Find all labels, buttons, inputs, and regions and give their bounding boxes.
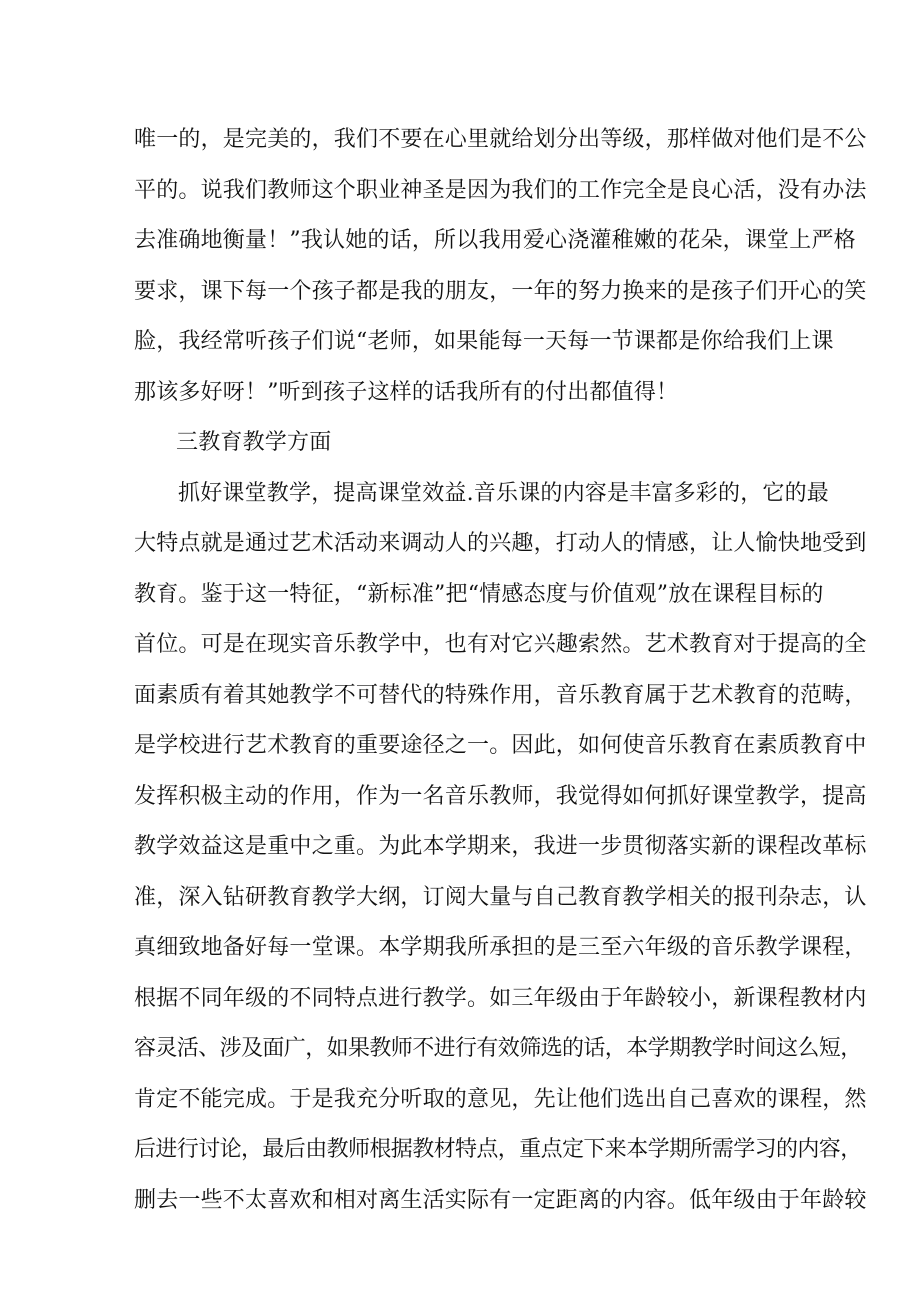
text-line: 发挥积极主动的作用，作为一名音乐教师，我觉得如何抓好课堂教学，提高 — [134, 783, 867, 809]
text-line: 删去一些不太喜欢和相对离生活实际有一定距离的内容。低年级由于年龄较 — [134, 1187, 867, 1213]
text-line: 抓好课堂教学，提高课堂效益.音乐课的内容是丰富多彩的，它的最 — [178, 480, 829, 506]
text-line: 那该多好呀！”听到孩子这样的话我所有的付出都值得！ — [134, 379, 679, 405]
text-line: 大特点就是通过艺术活动来调动人的兴趣，打动人的情感，让人愉快地受到 — [134, 531, 867, 556]
text-line: 容灵活、涉及面广，如果教师不进行有效筛选的话，本学期教学时间这么短， — [134, 1036, 862, 1061]
text-line: 要求，课下每一个孩子都是我的朋友，一年的努力换来的是孩子们开心的笑 — [134, 278, 867, 304]
text-line: 是学校进行艺术教育的重要途径之一。因此，如何使音乐教育在素质教育中 — [134, 733, 867, 758]
text-line: 真细致地备好每一堂课。本学期我所承担的是三至六年级的音乐教学课程， — [134, 935, 867, 960]
paragraph-1 — [134, 115, 867, 418]
text-line: 面素质有着其她教学不可替代的特殊作用，音乐教育属于艺术教育的范畴， — [134, 682, 867, 708]
text-line: 教学效益这是重中之重。为此本学期来，我进一步贯彻落实新的课程改革标 — [134, 834, 867, 859]
section-heading: 三教育教学方面 — [176, 430, 332, 455]
text-line: 后进行讨论，最后由教师根据教材特点，重点定下来本学期所需学习的内容， — [134, 1137, 862, 1162]
text-line: 平的。说我们教师这个职业神圣是因为我们的工作完全是良心活，没有办法 — [134, 177, 867, 203]
text-line: 肯定不能完成。于是我充分听取的意见，先让他们选出自己喜欢的课程，然 — [134, 1086, 867, 1112]
document-body — [134, 115, 867, 1226]
text-line: 脸，我经常听孩子们说“老师，如果能每一天每一节课都是你给我们上课 — [134, 329, 834, 354]
text-line: 根据不同年级的不同特点进行教学。如三年级由于年龄较小，新课程教材内 — [134, 985, 867, 1011]
paragraph-2 — [134, 469, 867, 1227]
text-line: 去准确地衡量！”我认她的话，所以我用爱心浇灌稚嫩的花朵，课堂上严格 — [134, 228, 856, 253]
text-line: 唯一的，是完美的，我们不要在心里就给划分出等级，那样做对他们是不公 — [134, 127, 867, 152]
text-line: 准，深入钻研教育教学大纲，订阅大量与自己教育教学相关的报刊杂志，认 — [134, 884, 867, 910]
text-line: 首位。可是在现实音乐教学中，也有对它兴趣索然。艺术教育对于提高的全 — [134, 632, 867, 657]
text-line: 教育。鉴于这一特征，“新标准”把“情感态度与价值观”放在课程目标的 — [134, 581, 824, 607]
